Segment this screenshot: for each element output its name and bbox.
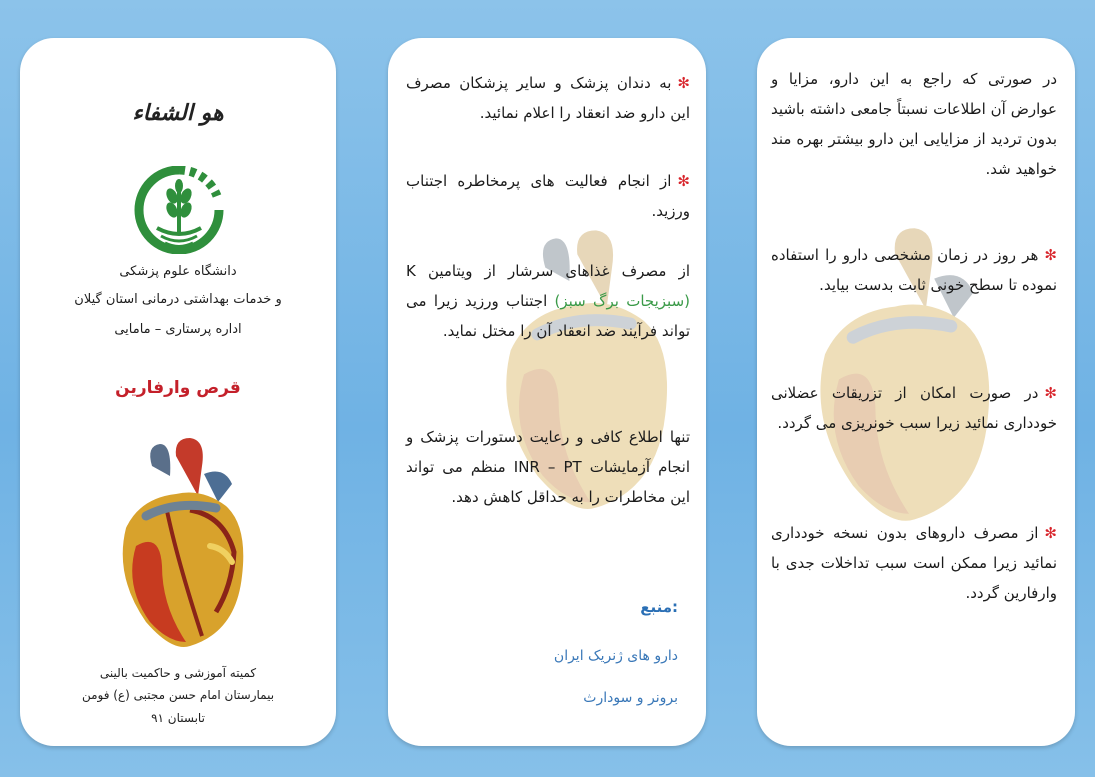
right-paragraph-1: [771, 64, 1057, 184]
right-paragraph-2: [771, 240, 1057, 300]
middle-text-1: به دندان پزشک و سایر پزشکان مصرف این دارو ضد انعقاد را اعلام نمائید.: [406, 74, 690, 122]
right-panel: [757, 38, 1075, 746]
hospital-name: بیمارستان امام حسن مجتبی (ع) فومن: [81, 688, 275, 702]
source-title: منبع:: [640, 598, 678, 616]
leafy-greens-text: (سبزیجات برگ سبز): [554, 292, 690, 310]
middle-paragraph-3: [406, 256, 690, 346]
bullet-star-icon: ✻: [677, 172, 690, 190]
middle-text-4: تنها اطلاع کافی و رعایت دستورات پزشک و انجام آزمایشات INR – PT منظم می تواند این مخاطرات را به حداقل کاهش دهد.: [406, 428, 691, 506]
middle-paragraph-2: [406, 166, 690, 226]
middle-paragraph-1: [406, 68, 690, 128]
bullet-star-icon: ✻: [1044, 524, 1057, 542]
middle-paragraph-4: [406, 422, 690, 512]
right-paragraph-4: [771, 518, 1057, 608]
middle-panel: [388, 38, 706, 746]
wheat-emblem-icon: [133, 166, 225, 254]
university-services: و خدمات بهداشتی درمانی استان گیلان: [74, 292, 282, 307]
right-text-4: از مصرف داروهای بدون نسخه خودداری نمائید زیرا ممکن است سبب تداخلات جدی با وارفارین گردد.: [771, 524, 1057, 602]
cover-panel: [20, 38, 336, 746]
university-name: دانشگاه علوم پزشکی: [119, 264, 237, 279]
publish-date: تابستان ۹۱: [151, 711, 205, 725]
nursing-office: اداره پرستاری – مامایی: [114, 322, 242, 337]
source-item-1: دارو های ژنریک ایران: [553, 648, 678, 664]
right-text-1: در صورتی که راجع به این دارو، مزایا و عوارض آن اطلاعات نسبتاً جامعی داشته باشید بدون تردید از مزایایی این دارو بیشتر بهره مند خواهید شد.: [771, 70, 1057, 178]
cover-title: قرص وارفارین: [115, 378, 241, 398]
bullet-star-icon: ✻: [1044, 246, 1057, 264]
middle-text-2: از انجام فعالیت های پرمخاطره اجتناب ورزید.: [406, 172, 690, 220]
committee-name: کمیته آموزشی و حاکمیت بالینی: [99, 666, 257, 680]
cover-motto: هو الشفاء: [132, 100, 224, 126]
right-text-3: در صورت امکان از تزریقات عضلانی خودداری نمائید زیرا سبب خونریزی می گردد.: [771, 384, 1057, 432]
bullet-star-icon: ✻: [677, 74, 690, 92]
middle-text-3a: از مصرف غذاهای سرشار از ویتامین K: [406, 262, 690, 280]
bullet-star-icon: ✻: [1044, 384, 1057, 402]
source-item-2: برونر و سودارث: [583, 690, 678, 706]
right-text-2: هر روز در زمان مشخصی دارو را استفاده نموده تا سطح خونی ثابت بدست بیاید.: [771, 246, 1057, 294]
heart-illustration: [106, 436, 256, 654]
middle-text-3b: اجتناب ورزید زیرا می تواند فرآیند ضد انعقاد آن را مختل نماید.: [406, 292, 690, 340]
right-paragraph-3: [771, 378, 1057, 438]
